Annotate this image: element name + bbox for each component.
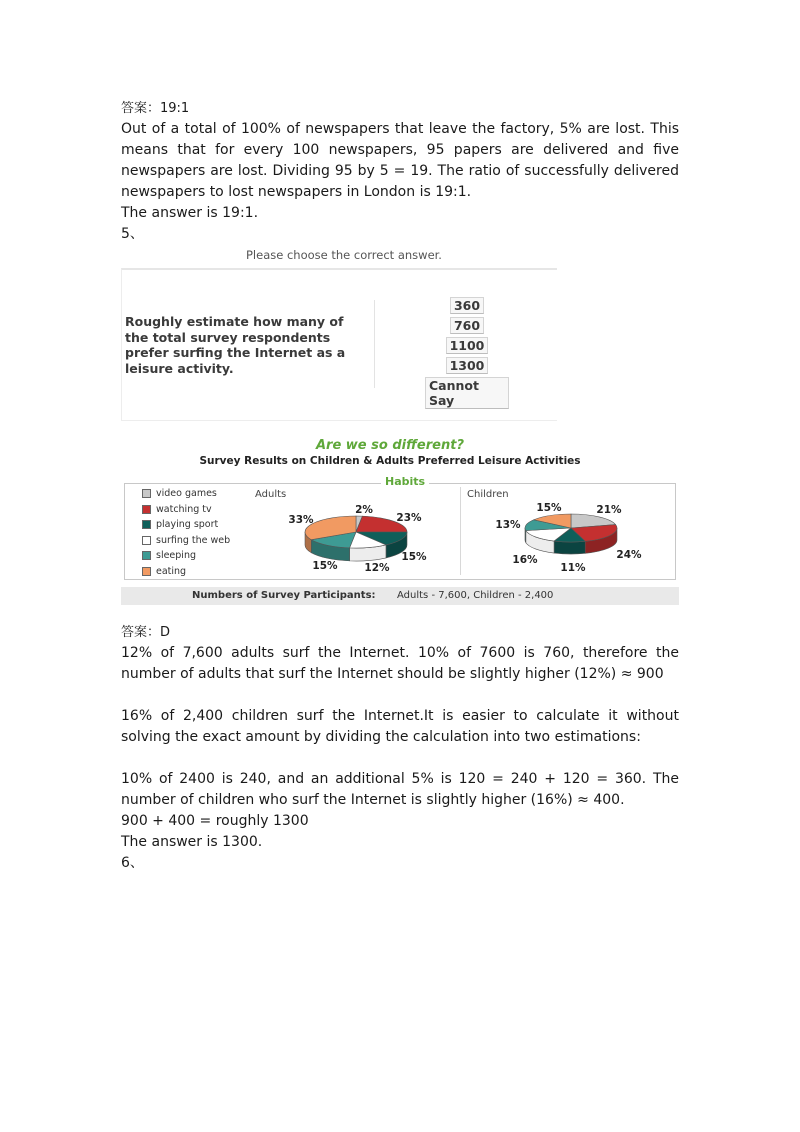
adults-panel-label: Adults bbox=[255, 489, 287, 500]
answer-option-760[interactable]: 760 bbox=[450, 317, 484, 334]
q5-answer-label: 答案：D bbox=[121, 625, 171, 640]
q5-number: 5、 bbox=[121, 226, 144, 242]
legend-label: surfing the web bbox=[156, 534, 231, 546]
pie-value-label: 15% bbox=[536, 502, 562, 514]
answer-option-1300[interactable]: 1300 bbox=[446, 357, 489, 374]
question-panel bbox=[121, 245, 558, 420]
q5-explanation-4: 900 + 400 = roughly 1300 bbox=[121, 813, 309, 829]
question-divider bbox=[374, 300, 375, 388]
participants-label: Numbers of Survey Participants: bbox=[192, 590, 376, 601]
chart-title: Are we so different? bbox=[315, 438, 464, 453]
question-box bbox=[121, 268, 557, 421]
pie-children bbox=[495, 502, 642, 574]
q5-explanation-1: 12% of 7,600 adults surf the Internet. 10% of 7600 is 760, therefore the number of adults that surf the Internet should be slightly higher (12%) ≈ 900 bbox=[121, 645, 679, 682]
pie-side-playing-sport bbox=[554, 541, 585, 554]
pie-value-label: 12% bbox=[364, 562, 390, 574]
participants-bar bbox=[121, 587, 679, 605]
q5-explanation-3: 10% of 2400 is 240, and an additional 5% is 120 = 240 + 120 = 360. The number of children who surf the Internet is slightly higher (16%) ≈ 400. bbox=[121, 771, 679, 808]
pie-charts bbox=[121, 435, 679, 585]
pie-value-label: 21% bbox=[596, 504, 622, 516]
habits-label: Habits bbox=[381, 475, 429, 488]
pie-value-label: 13% bbox=[495, 519, 521, 531]
pie-value-label: 24% bbox=[616, 549, 642, 561]
pie-value-label: 23% bbox=[396, 512, 422, 524]
pie-value-label: 33% bbox=[288, 514, 314, 526]
answer-options bbox=[425, 297, 509, 412]
answer-option-360[interactable]: 360 bbox=[450, 297, 484, 314]
q5-explanation-2: 16% of 2,400 children surf the Internet.It is easier to calculate it without solving the exact amount by dividing the calculation into two estimations: bbox=[121, 708, 679, 745]
children-panel-label: Children bbox=[467, 489, 509, 500]
survey-chart bbox=[121, 435, 679, 605]
q4-answer-label: 答案：19:1 bbox=[121, 101, 190, 116]
question-prompt: Please choose the correct answer. bbox=[246, 248, 442, 262]
chart-subtitle: Survey Results on Children & Adults Preferred Leisure Activities bbox=[199, 455, 581, 467]
question-text: Roughly estimate how many of the total survey respondents prefer surfing the Internet as a leisure activity. bbox=[125, 314, 346, 376]
q4-explanation: Out of a total of 100% of newspapers that leave the factory, 5% are lost. This means that for every 100 newspapers, 95 papers are delivered and five newspapers are lost. Dividing 95 by 5 = 19. The ratio of successfully delivered newspapers to lost newspapers in London is 19:1. bbox=[121, 121, 679, 200]
pie-value-label: 15% bbox=[401, 551, 427, 563]
answer-option-cannot-say[interactable]: Cannot Say bbox=[425, 377, 509, 409]
participants-values: Adults - 7,600, Children - 2,400 bbox=[397, 590, 554, 601]
pie-value-label: 11% bbox=[560, 562, 586, 574]
legend-label: sleeping bbox=[156, 550, 196, 562]
legend-label: eating bbox=[156, 565, 187, 577]
legend-label: watching tv bbox=[156, 503, 212, 515]
legend-label: video games bbox=[156, 488, 217, 500]
q5-conclusion: The answer is 1300. bbox=[121, 834, 263, 850]
pie-value-label: 16% bbox=[512, 554, 538, 566]
pie-value-label: 15% bbox=[312, 560, 338, 572]
q6-number: 6、 bbox=[121, 855, 144, 871]
pie-value-label: 2% bbox=[355, 504, 373, 516]
answer-option-1100[interactable]: 1100 bbox=[446, 337, 489, 354]
legend-label: playing sport bbox=[156, 519, 219, 531]
pie-adults bbox=[288, 504, 427, 574]
q4-conclusion: The answer is 19:1. bbox=[121, 205, 259, 221]
